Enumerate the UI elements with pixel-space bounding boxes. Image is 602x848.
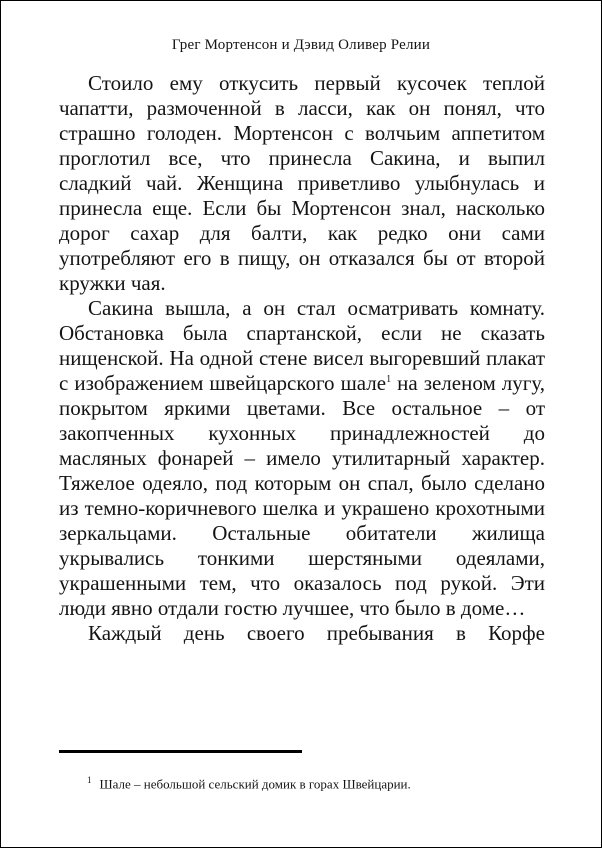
footnote — [87, 772, 547, 792]
paragraph-3: Каждый день своего пребывания в Корфе — [88, 621, 545, 645]
footnote-mark: 1 — [87, 775, 92, 785]
paragraph-1: Стоило ему откусить первый кусочек теплой чапатти, размоченной в ласси, как он понял, что страшно голоден. Мортенсон с волчьим аппетитом проглотил все, что принесла Сакина, и выпил сладкий чай. Женщина приветливо улыбнулась и принесла еще. Если бы Мортенсон знал, насколько дорог сахар для балти, как редко они сами употребляют его в пищу, он отказался бы от второй кружки чая. — [59, 71, 545, 295]
footnote-reference[interactable]: 1 — [386, 374, 392, 385]
body-text — [59, 71, 545, 646]
paragraph-2-end: на зеленом лугу, покрытом яркими цветами. Все остальное – от закопченных кухонных принадлежностей до масляных фонарей – имело утилитарный характер. Тяжелое одеяло, под которым он спал, было сделано из темно-коричневого шелка и украшено крохотными зеркальцами. Остальные обитатели жилища укрывались тонкими шерстяными одеялами, украшенными тем, что оказалось под рукой. Эти люди явно отдали гостю лучшее, что было в доме… — [59, 371, 546, 620]
footnote-text: Шале – небольшой сельский домик в горах Швейцарии. — [99, 776, 411, 792]
paragraph-2 — [59, 296, 545, 621]
paragraph-2-start: Сакина вышла, а он стал осматривать комнату. Обстановка была спартанской, если не сказать нищенской. На одной стене висел выгоревший плакат с изображением швейцарского шале — [59, 296, 545, 395]
footnote-divider — [59, 750, 302, 753]
running-header: Грег Мортенсон и Дэвид Оливер Релии — [171, 37, 431, 53]
